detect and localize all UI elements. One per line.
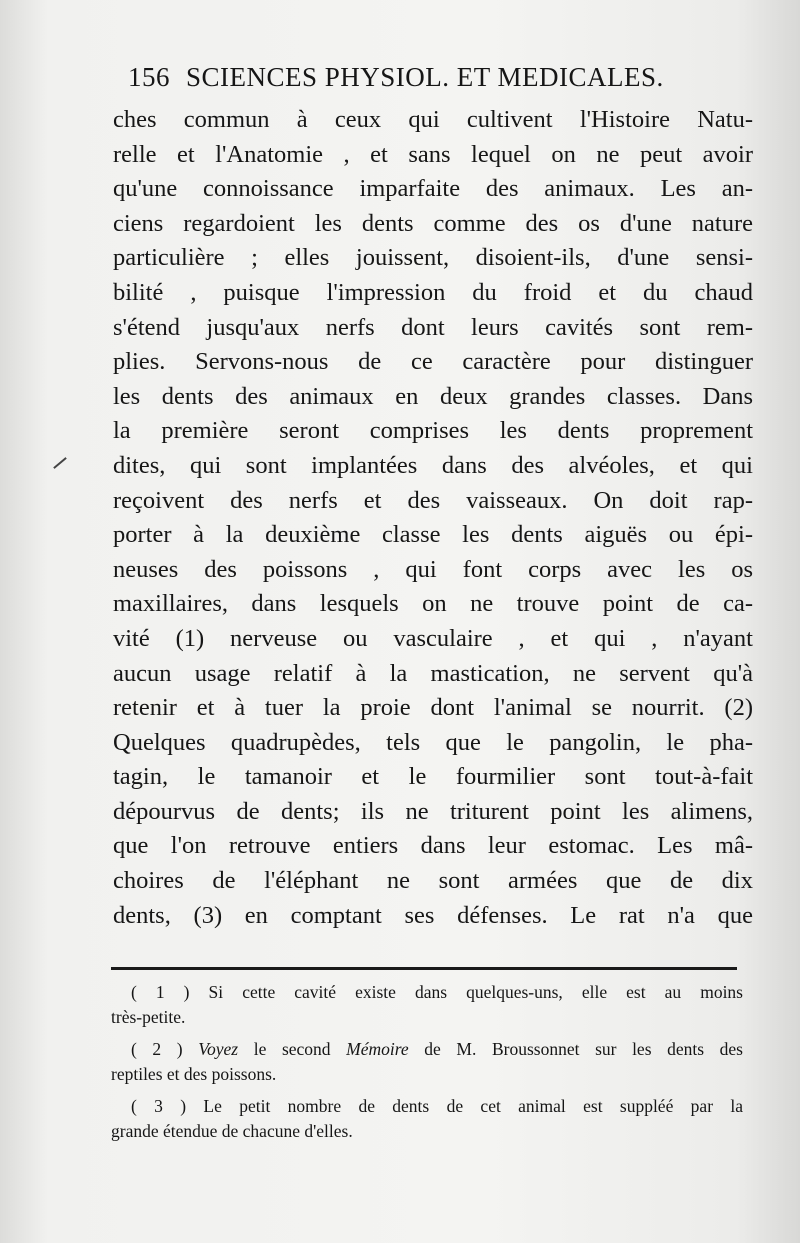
footnote-line: très-petite. [111,1006,186,1027]
text-line: maxillaires, dans lesquels on ne trouve point de ca- [113,590,753,618]
body-text [113,103,753,933]
footnote-memoire: Mémoire [346,1039,409,1059]
text-line: retenir et à tuer la proie dont l'animal se nourrit. (2) [113,694,753,722]
text-line: qu'une connoissance imparfaite des animaux. Les an- [113,175,753,203]
footnote-text: de M. Broussonnet sur les dents des [424,1039,743,1059]
footnote-voyez: Voyez [198,1039,239,1059]
text-line: plies. Servons-nous de ce caractère pour distinguer [113,348,753,376]
footnote-line: ( 3 ) Le petit nombre de dents de cet animal est suppléé par la [131,1096,743,1116]
text-line: dents, (3) en comptant ses défenses. Le rat n'a que [113,901,753,929]
running-title: SCIENCES PHYSIOL. ET MEDICALES. [186,62,664,92]
text-line: bilité , puisque l'impression du froid et du chaud [113,278,753,306]
text-line: les dents des animaux en deux grandes classes. Dans [113,382,753,410]
text-line: que l'on retrouve entiers dans leur estomac. Les mâ- [113,832,753,860]
footnote-line: reptiles et des poissons. [111,1063,277,1084]
page-number: 156 [128,62,170,92]
footnote-2 [111,1037,743,1086]
text-line: vité (1) nerveuse ou vasculaire , et qui , n'ayant [113,624,753,652]
text-line: ciens regardoient les dents comme des os d'une nature [113,209,753,237]
footnote-line [111,1037,743,1062]
footnote-3 [111,1094,743,1143]
margin-mark [53,457,67,469]
text-line: dépourvus de dents; ils ne triturent point les alimens, [113,797,753,825]
footnote-rule [111,967,737,970]
footnote-text: le second [253,1039,331,1059]
footnote-line: ( 1 ) Si cette cavité existe dans quelques-uns, elle est au moins [131,982,743,1002]
text-line: la première seront comprises les dents proprement [113,417,753,445]
footnotes [111,980,743,1151]
text-line: relle et l'Anatomie , et sans lequel on ne peut avoir [113,140,753,168]
text-line: reçoivent des nerfs et des vaisseaux. On doit rap- [113,486,753,514]
text-line: choires de l'éléphant ne sont armées que de dix [113,867,753,895]
text-line: tagin, le tamanoir et le fourmilier sont tout-à-fait [113,763,753,791]
text-line: dites, qui sont implantées dans des alvéoles, et qui [113,451,753,479]
footnote-line: grande étendue de chacune d'elles. [111,1120,353,1141]
text-line: ches commun à ceux qui cultivent l'Histoire Natu- [113,106,753,133]
text-line: particulière ; elles jouissent, disoient-ils, d'une sensi- [113,244,753,272]
running-header [128,62,728,93]
text-line: Quelques quadrupèdes, tels que le pangolin, le pha- [113,728,753,756]
footnote-1 [111,980,743,1029]
text-line: neuses des poissons , qui font corps avec les os [113,555,753,583]
footnote-marker: ( 2 ) [131,1039,183,1059]
text-line: s'étend jusqu'aux nerfs dont leurs cavités sont rem- [113,313,753,341]
text-line: porter à la deuxième classe les dents aiguës ou épi- [113,521,753,549]
text-line: aucun usage relatif à la mastication, ne servent qu'à [113,659,753,687]
